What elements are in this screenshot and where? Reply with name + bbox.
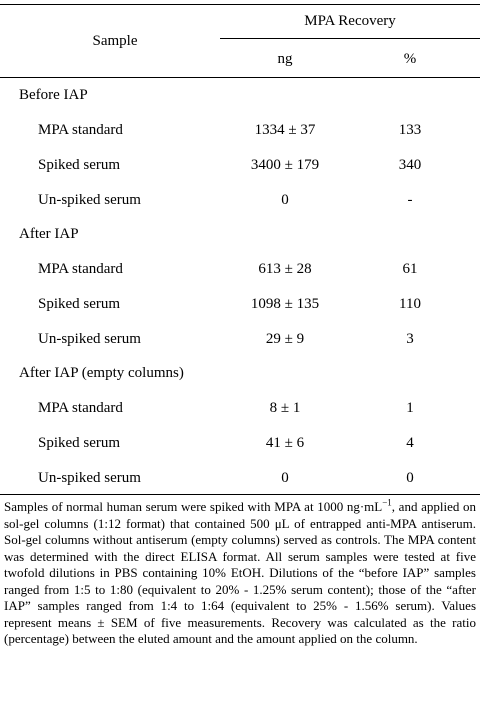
- row-ng: 1334 ± 37: [254, 122, 316, 138]
- row-sample: MPA standard: [38, 261, 123, 277]
- row-percent: 1: [406, 400, 414, 416]
- row-percent: -: [407, 192, 413, 208]
- row-sample: MPA standard: [38, 122, 123, 138]
- row-ng: 3400 ± 179: [250, 157, 320, 173]
- row-ng: 0: [281, 470, 289, 486]
- header-percent: %: [403, 51, 417, 67]
- header-mpa-recovery: MPA Recovery: [304, 13, 396, 29]
- header-bottom-rule: [0, 77, 480, 78]
- footnote-superscript: −1: [382, 497, 392, 508]
- top-rule: [0, 4, 480, 5]
- row-percent: 340: [398, 157, 422, 173]
- section-title: After IAP (empty columns): [19, 365, 184, 381]
- row-percent: 0: [406, 470, 414, 486]
- row-percent: 4: [406, 435, 414, 451]
- row-ng: 41 ± 6: [265, 435, 305, 451]
- footnote-text-2: , and applied on sol-gel columns (1:12 format) that contained 500 μL of entrapped anti-MPA antiserum. Sol-gel columns without antiserum (empty columns) served as controls. The MPA content was determined with the direct ELISA format. All serum samples were tested at five twofold dilutions in PBS containing 10% EtOH. Dilutions of the “before IAP” samples ranged from 1:5 to 1:80 (equivalent to 20% - 1.25% serum content); those of the “after IAP” samples ranged from 1:4 to 1:64 (equivalent to 25% - 1.56% serum). Values represent means ± SEM of five measurements. Recovery was calculated as the ratio (percentage) between the eluted amount and the amount applied on the column.: [4, 499, 476, 646]
- row-sample: Un-spiked serum: [38, 470, 141, 486]
- row-percent: 133: [398, 122, 422, 138]
- row-sample: MPA standard: [38, 400, 123, 416]
- row-ng: 0: [281, 192, 289, 208]
- row-percent: 110: [399, 296, 421, 312]
- row-sample: Spiked serum: [38, 296, 121, 312]
- bottom-rule: [0, 494, 480, 495]
- row-sample: Spiked serum: [38, 435, 121, 451]
- row-percent: 3: [406, 331, 414, 347]
- header-sample: Sample: [92, 33, 138, 49]
- group-rule: [220, 38, 480, 39]
- row-sample: Spiked serum: [38, 157, 121, 173]
- section-title: Before IAP: [19, 87, 88, 103]
- header-ng: ng: [277, 51, 293, 67]
- row-sample: Un-spiked serum: [38, 192, 141, 208]
- row-ng: 613 ± 28: [258, 261, 312, 277]
- row-percent: 61: [402, 261, 418, 277]
- row-ng: 1098 ± 135: [250, 296, 320, 312]
- row-ng: 29 ± 9: [265, 331, 305, 347]
- footnote-text-1: Samples of normal human serum were spiked with MPA at 1000 ng·mL: [4, 499, 383, 514]
- section-title: After IAP: [19, 226, 79, 242]
- row-sample: Un-spiked serum: [38, 331, 141, 347]
- row-ng: 8 ± 1: [269, 400, 301, 416]
- table-footnote: [4, 499, 476, 648]
